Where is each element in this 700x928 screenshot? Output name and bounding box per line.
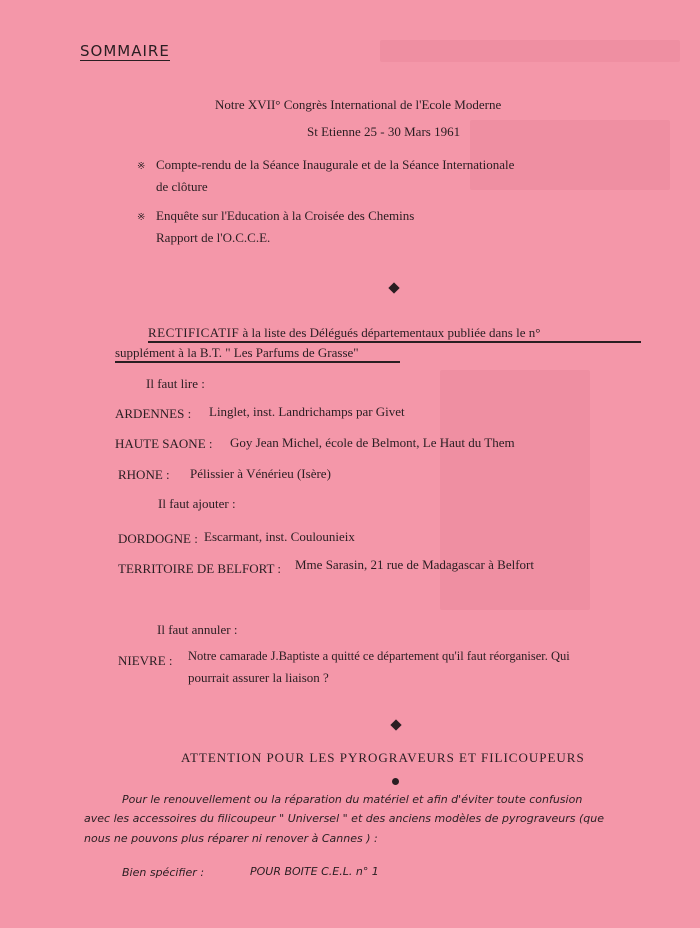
attention-line-3: nous ne pouvons plus réparer ni renover à Cannes ) : (84, 832, 378, 845)
bleed-through-shade (440, 370, 590, 610)
summary-title: SOMMAIRE (80, 42, 170, 60)
summary-item-1-line-1: Compte-rendu de la Séance Inaugurale et de la Séance Internationale (156, 157, 515, 172)
spec-label: Bien spécifier : (122, 866, 205, 879)
annuler-line-2: pourrait assurer la liaison ? (188, 670, 329, 685)
congress-line-2: St Etienne 25 - 30 Mars 1961 (307, 124, 461, 139)
section-divider-diamond (390, 719, 401, 730)
rectificatif-underline-2 (115, 361, 400, 363)
section-divider-diamond (388, 282, 399, 293)
lire-text-haute-saone: Goy Jean Michel, école de Belmont, Le Haut du Them (230, 435, 515, 450)
rectificatif-underline-1 (148, 341, 641, 343)
summary-item-2-line-2: Rapport de l'O.C.C.E. (156, 230, 271, 245)
summary-item-1-line-2: de clôture (156, 179, 208, 194)
rectificatif-line-1 (148, 326, 540, 340)
bullet-marker: ※ (137, 212, 146, 223)
attention-line-2: avec les accessoires du filicoupeur " Universel " et des anciens modèles de pyrograveurs (que (84, 812, 605, 825)
congress-line-1: Notre XVII° Congrès International de l'Ecole Moderne (215, 97, 502, 112)
ajouter-dept-dordogne: DORDOGNE : (118, 531, 198, 546)
lire-text-rhone: Pélissier à Vénérieu (Isère) (190, 466, 331, 481)
lire-dept-haute-saone: HAUTE SAONE : (115, 436, 213, 451)
annuler-line-1: Notre camarade J.Baptiste a quitté ce département qu'il faut réorganiser. Qui (188, 649, 570, 663)
ajouter-text-dordogne: Escarmant, inst. Coulounieix (204, 529, 355, 544)
bleed-through-shade (470, 120, 670, 190)
bullet-marker: ※ (137, 161, 146, 172)
lire-dept-ardennes: ARDENNES : (115, 406, 192, 421)
ajouter-text-belfort: Mme Sarasin, 21 rue de Madagascar à Belfort (295, 557, 534, 572)
lire-text-ardennes: Linglet, inst. Landrichamps par Givet (209, 404, 405, 419)
lire-dept-rhone: RHONE : (118, 467, 170, 482)
bleed-through-shade (380, 40, 680, 62)
heading-dot (392, 778, 399, 785)
ajouter-label: Il faut ajouter : (158, 496, 236, 511)
attention-heading: ATTENTION POUR LES PYROGRAVEURS ET FILICOUPEURS (181, 750, 585, 765)
attention-line-1: Pour le renouvellement ou la réparation du matériel et afin d'éviter toute confusion (122, 793, 583, 806)
annuler-label: Il faut annuler : (157, 622, 238, 637)
annuler-dept-nievre: NIEVRE : (118, 653, 173, 668)
lire-label: Il faut lire : (146, 376, 205, 391)
spec-value: POUR BOITE C.E.L. n° 1 (250, 865, 379, 878)
rectificatif-line-1-text: à la liste des Délégués départementaux publiée dans le n° (239, 325, 541, 340)
ajouter-dept-belfort: TERRITOIRE DE BELFORT : (118, 561, 282, 576)
rectificatif-line-2: supplément à la B.T. " Les Parfums de Grasse" (115, 345, 359, 360)
rectificatif-heading: RECTIFICATIF (148, 325, 240, 340)
summary-item-2-line-1: Enquête sur l'Education à la Croisée des Chemins (156, 208, 415, 223)
